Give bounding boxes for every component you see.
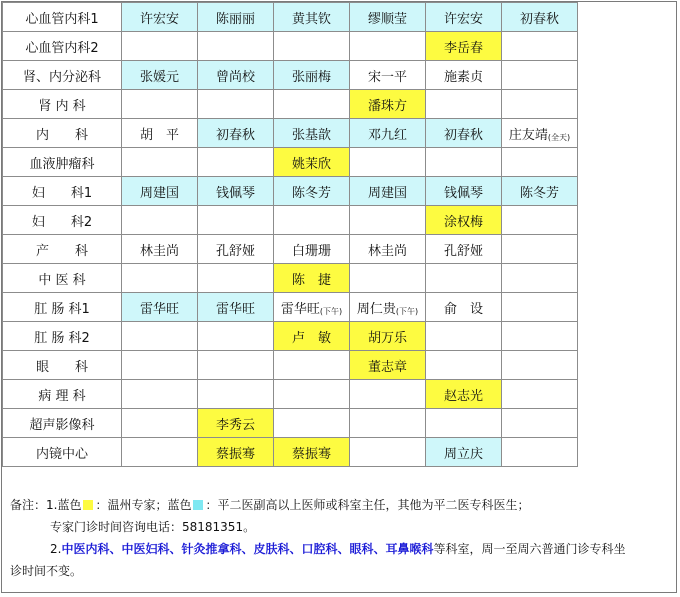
doctor-cell (274, 206, 350, 235)
doctor-name: 陈冬芳 (291, 185, 331, 201)
doctor-cell (274, 409, 350, 438)
department-cell: 中 医 科 (3, 264, 122, 293)
schedule-frame (1, 1, 677, 593)
doctor-cell (426, 61, 502, 90)
doctor-cell (350, 264, 426, 293)
doctor-cell (426, 90, 502, 119)
yellow-swatch (83, 500, 93, 510)
doctor-cell (122, 264, 198, 293)
table-row (3, 61, 578, 90)
doctor-cell (426, 351, 502, 380)
doctor-cell (198, 206, 274, 235)
doctor-cell (426, 409, 502, 438)
doctor-name: 张基歆 (291, 127, 331, 143)
doctor-cell (502, 235, 578, 264)
doctor-cell (502, 293, 578, 322)
doctor-cell (502, 206, 578, 235)
doctor-cell (274, 293, 350, 322)
doctor-name: 周建国 (139, 185, 179, 201)
note-line-1 (10, 494, 674, 516)
doctor-cell (122, 119, 198, 148)
department-cell: 心血管内科1 (3, 3, 122, 32)
doctor-cell (502, 351, 578, 380)
doctor-cell (274, 32, 350, 61)
doctor-name: 胡万乐 (367, 330, 407, 346)
doctor-name: 初春秋 (443, 127, 483, 143)
doctor-cell (122, 438, 198, 467)
table-row (3, 380, 578, 409)
doctor-name: 宋一平 (367, 69, 407, 85)
note-3-prefix: 2. (50, 542, 62, 556)
department-cell: 眼 科 (3, 351, 122, 380)
doctor-name: 许宏安 (443, 11, 483, 27)
doctor-name: 周仁贵 (356, 301, 396, 317)
note-line-3 (10, 538, 674, 560)
doctor-cell (122, 32, 198, 61)
table-row (3, 90, 578, 119)
department-cell: 血液肿瘤科 (3, 148, 122, 177)
doctor-cell (198, 119, 274, 148)
doctor-name: 缪顺莹 (367, 11, 407, 27)
cyan-swatch (193, 500, 203, 510)
doctor-cell (198, 61, 274, 90)
table-row (3, 322, 578, 351)
doctor-cell (502, 177, 578, 206)
doctor-name: 初春秋 (215, 127, 255, 143)
table-row (3, 235, 578, 264)
doctor-cell (350, 409, 426, 438)
doctor-cell (426, 380, 502, 409)
note-1-prefix: 备注：1.蓝色 (10, 498, 82, 512)
doctor-cell (426, 32, 502, 61)
doctor-cell (274, 177, 350, 206)
doctor-cell (122, 148, 198, 177)
doctor-cell (502, 380, 578, 409)
doctor-name: 蔡振骞 (215, 446, 255, 462)
department-cell: 心血管内科2 (3, 32, 122, 61)
note-1-mid1: ：温州专家；蓝色 (95, 498, 192, 512)
table-row (3, 351, 578, 380)
time-note: (下午) (319, 306, 343, 316)
doctor-cell (350, 351, 426, 380)
doctor-name: 孔舒娅 (443, 243, 483, 259)
doctor-cell (122, 61, 198, 90)
doctor-name: 林圭尚 (139, 243, 179, 259)
doctor-name: 张丽梅 (291, 69, 331, 85)
doctor-name: 雷华旺 (139, 301, 179, 317)
doctor-cell (198, 264, 274, 293)
doctor-cell (198, 3, 274, 32)
department-cell: 病 理 科 (3, 380, 122, 409)
doctor-cell (350, 3, 426, 32)
department-cell: 妇 科1 (3, 177, 122, 206)
doctor-cell (350, 148, 426, 177)
doctor-cell (426, 177, 502, 206)
doctor-cell (502, 409, 578, 438)
doctor-name: 李岳春 (443, 40, 483, 56)
department-cell: 肾 内 科 (3, 90, 122, 119)
table-row (3, 148, 578, 177)
table-row (3, 409, 578, 438)
doctor-name: 俞 设 (443, 301, 483, 317)
doctor-cell (426, 293, 502, 322)
doctor-name: 施素贞 (443, 69, 483, 85)
doctor-name: 张媛元 (139, 69, 179, 85)
doctor-name: 潘珠方 (367, 98, 407, 114)
doctor-name: 林圭尚 (367, 243, 407, 259)
doctor-cell (274, 351, 350, 380)
doctor-cell (198, 32, 274, 61)
doctor-name: 蔡振骞 (291, 446, 331, 462)
doctor-cell (426, 322, 502, 351)
doctor-cell (426, 206, 502, 235)
doctor-cell (502, 322, 578, 351)
doctor-cell (350, 380, 426, 409)
doctor-cell (502, 264, 578, 293)
doctor-cell (274, 438, 350, 467)
department-cell: 妇 科2 (3, 206, 122, 235)
doctor-name: 姚茉欣 (291, 156, 331, 172)
note-line-2 (10, 516, 674, 538)
doctor-name: 白珊珊 (291, 243, 331, 259)
doctor-cell (426, 119, 502, 148)
note-line-4 (10, 560, 674, 582)
note-2-text: 专家门诊时间咨询电话：58181351。 (50, 520, 256, 534)
doctor-cell (198, 293, 274, 322)
doctor-cell (502, 119, 578, 148)
department-cell: 内 科 (3, 119, 122, 148)
table-row (3, 3, 578, 32)
doctor-cell (122, 322, 198, 351)
doctor-name: 董志章 (367, 359, 407, 375)
doctor-cell (122, 409, 198, 438)
doctor-cell (274, 119, 350, 148)
doctor-name: 周立庆 (443, 446, 483, 462)
doctor-name: 涂权梅 (443, 214, 483, 230)
time-note: (全天) (547, 132, 571, 142)
doctor-cell (502, 148, 578, 177)
doctor-cell (198, 380, 274, 409)
doctor-cell (502, 32, 578, 61)
doctor-cell (122, 235, 198, 264)
doctor-cell (198, 235, 274, 264)
department-cell: 产 科 (3, 235, 122, 264)
table-row (3, 438, 578, 467)
doctor-cell (350, 206, 426, 235)
doctor-cell (426, 438, 502, 467)
doctor-name: 胡 平 (139, 127, 179, 143)
doctor-cell (274, 235, 350, 264)
department-cell: 肛 肠 科2 (3, 322, 122, 351)
doctor-cell (274, 380, 350, 409)
doctor-name: 赵志光 (443, 388, 483, 404)
doctor-cell (502, 438, 578, 467)
doctor-name: 黄其钦 (291, 11, 331, 27)
doctor-cell (198, 322, 274, 351)
doctor-cell (350, 177, 426, 206)
note-3-suffix: 等科室，周一至周六普通门诊专科坐 (433, 542, 626, 556)
table-row (3, 119, 578, 148)
doctor-cell (274, 61, 350, 90)
doctor-cell (350, 322, 426, 351)
doctor-cell (350, 119, 426, 148)
doctor-name: 陈冬芳 (519, 185, 559, 201)
doctor-cell (502, 3, 578, 32)
doctor-cell (122, 3, 198, 32)
doctor-name: 孔舒娅 (215, 243, 255, 259)
doctor-cell (274, 264, 350, 293)
department-cell: 肛 肠 科1 (3, 293, 122, 322)
table-row (3, 32, 578, 61)
doctor-name: 邓九红 (367, 127, 407, 143)
doctor-cell (122, 351, 198, 380)
doctor-name: 李秀云 (215, 417, 255, 433)
doctor-cell (198, 351, 274, 380)
doctor-cell (350, 90, 426, 119)
doctor-cell (426, 148, 502, 177)
doctor-cell (198, 438, 274, 467)
doctor-cell (426, 235, 502, 264)
department-cell: 肾、内分泌科 (3, 61, 122, 90)
doctor-cell (198, 90, 274, 119)
note-1-mid2: ：平二医副高以上医师或科室主任，其他为平二医专科医生； (205, 498, 530, 512)
time-note: (下午) (395, 306, 419, 316)
doctor-cell (274, 90, 350, 119)
doctor-cell (274, 322, 350, 351)
note-3-departments: 中医内科、中医妇科、针灸推拿科、皮肤科、口腔科、眼科、耳鼻喉科 (61, 542, 434, 556)
doctor-cell (122, 177, 198, 206)
doctor-name: 陈丽丽 (215, 11, 255, 27)
doctor-name: 许宏安 (139, 11, 179, 27)
doctor-name: 陈 捷 (291, 272, 331, 288)
doctor-cell (122, 90, 198, 119)
doctor-cell (198, 148, 274, 177)
notes (10, 494, 674, 582)
doctor-name: 卢 敏 (291, 330, 331, 346)
doctor-cell (198, 409, 274, 438)
doctor-name: 钱佩琴 (443, 185, 483, 201)
table-row (3, 293, 578, 322)
doctor-cell (350, 61, 426, 90)
department-cell: 超声影像科 (3, 409, 122, 438)
doctor-cell (350, 293, 426, 322)
table-row (3, 177, 578, 206)
doctor-cell (426, 264, 502, 293)
doctor-cell (198, 177, 274, 206)
doctor-name: 庄友靖 (508, 127, 548, 143)
doctor-name: 雷华旺 (215, 301, 255, 317)
doctor-name: 钱佩琴 (215, 185, 255, 201)
doctor-cell (274, 3, 350, 32)
note-4-text: 诊时间不变。 (10, 564, 83, 578)
doctor-name: 曾尚校 (215, 69, 255, 85)
doctor-cell (122, 206, 198, 235)
table-row (3, 206, 578, 235)
department-cell: 内镜中心 (3, 438, 122, 467)
doctor-cell (274, 148, 350, 177)
doctor-cell (502, 61, 578, 90)
doctor-cell (122, 380, 198, 409)
doctor-cell (350, 32, 426, 61)
doctor-cell (122, 293, 198, 322)
doctor-cell (350, 235, 426, 264)
doctor-name: 雷华旺 (280, 301, 320, 317)
table-row (3, 264, 578, 293)
doctor-cell (426, 3, 502, 32)
doctor-cell (502, 90, 578, 119)
doctor-name: 周建国 (367, 185, 407, 201)
doctor-cell (350, 438, 426, 467)
schedule-table (2, 2, 578, 467)
doctor-name: 初春秋 (519, 11, 559, 27)
